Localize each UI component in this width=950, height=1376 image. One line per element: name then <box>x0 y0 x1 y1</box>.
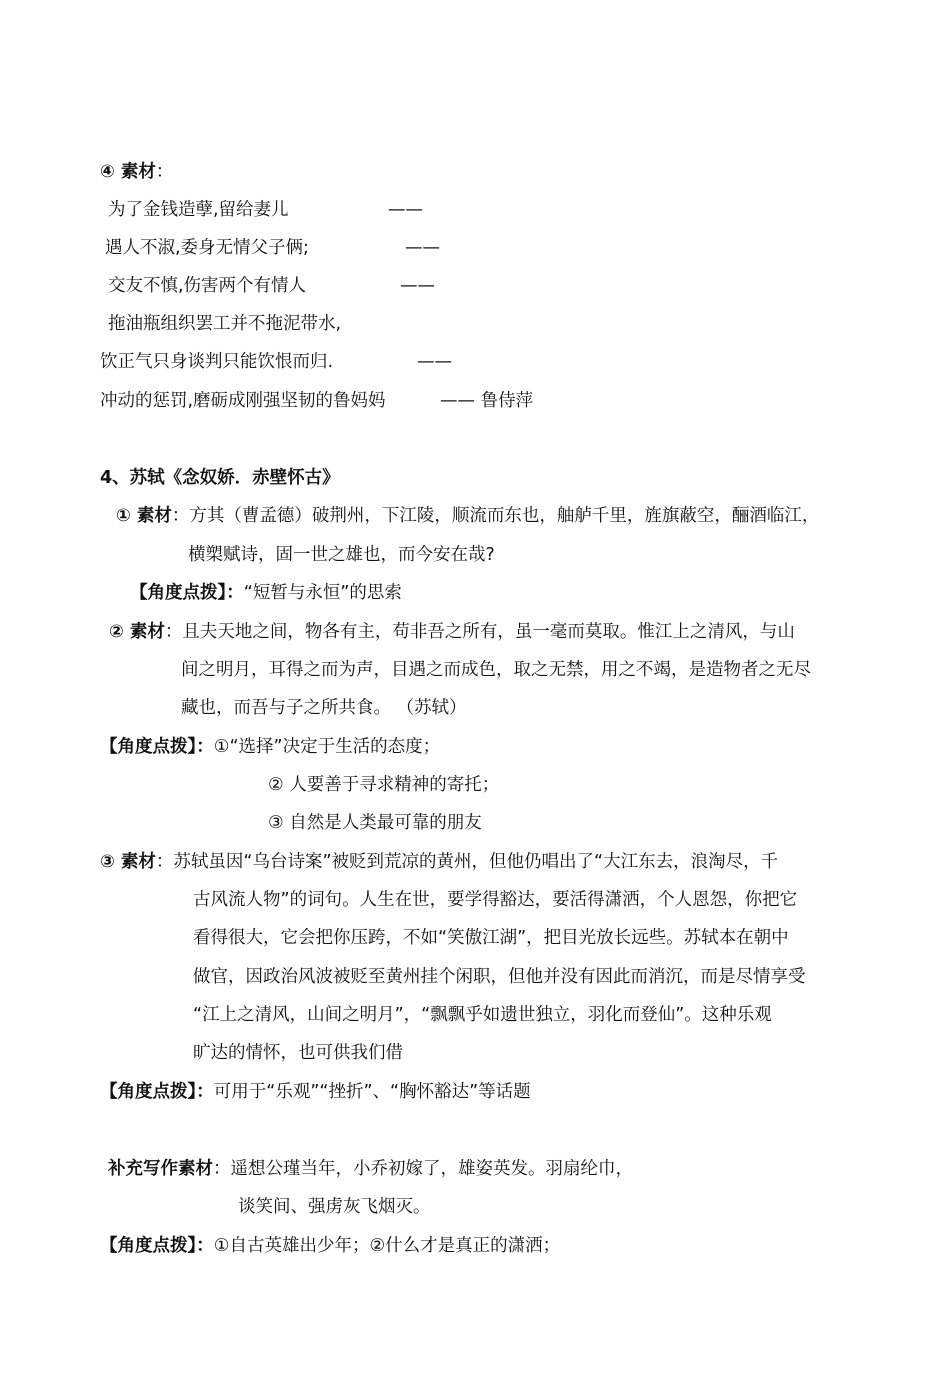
material-1-text: ：方其（曹孟德）破荆州，下江陵，顺流而东也，舳舻千里，旌旗蔽空，酾酒临江， <box>171 506 820 526</box>
luma-line-text: 拖油瓶组织罢工并不拖泥带水, <box>108 314 342 334</box>
material-3-line-5: “江上之清风，山间之明月”，“飘飘乎如遗世独立，羽化而登仙”。这种乐观 <box>193 1005 772 1025</box>
material-3-line-4: 做官，因政治风波被贬至黄州挂个闲职，但他并没有因此而消沉，而是尽情享受 <box>193 967 806 987</box>
angle-item: ①“选择”决定于生活的态度； <box>213 737 441 757</box>
luma-dash-5: —— <box>417 352 452 372</box>
luma-line-5 <box>100 350 333 374</box>
luma-line-text: 遇人不淑,委身无情父子俩; <box>105 238 309 258</box>
angle-text: “短暂与永恒”的思索 <box>243 583 402 603</box>
material-2-text: ：且夫天地之间，物各有主，苟非吾之所有，虽一毫而莫取。惟江上之清风，与山 <box>164 622 795 642</box>
luma-dash-1: —— <box>388 200 423 220</box>
luma-line-3 <box>108 274 306 298</box>
material-2-line-2: 间之明月，耳得之而为声，目遇之而成色，取之无禁，用之不竭，是造物者之无尽 <box>181 660 811 680</box>
material-3-label: ③ 素材 <box>100 852 156 872</box>
supplement-line-2: 谈笑间、强虏灰飞烟灭。 <box>238 1197 431 1217</box>
material-1-line-2: 横槊赋诗，固一世之雄也，而今安在哉? <box>188 545 495 565</box>
supplement-angle <box>100 1234 560 1258</box>
material-2-angle <box>100 735 440 759</box>
angle-label: 【角度点拨】： <box>100 737 214 757</box>
supplement-text: ：遥想公瑾当年，小乔初嫁了，雄姿英发。羽扇纶巾， <box>213 1159 633 1179</box>
angle-label: 【角度点拨】： <box>100 1082 214 1102</box>
luma-line-4 <box>108 312 341 336</box>
material-4-label: ④ 素材 <box>100 162 156 182</box>
section-4-heading: 4、苏轼《念奴娇．赤壁怀古》 <box>100 468 340 488</box>
material-2-line-3: 藏也，而吾与子之所共食。 （苏轼） <box>181 698 467 718</box>
luma-line-text: 交友不慎,伤害两个有情人 <box>108 276 307 296</box>
material-4-colon: ： <box>155 162 174 182</box>
material-2-angle-item-3: ③ 自然是人类最可靠的朋友 <box>268 813 482 833</box>
angle-label: 【角度点拨】： <box>130 583 244 603</box>
luma-dash-2: —— <box>405 238 440 258</box>
material-3 <box>100 850 778 874</box>
luma-dash-6: —— 鲁侍萍 <box>440 391 534 411</box>
material-4-heading <box>100 160 173 184</box>
supplement-label: 补充写作素材 <box>108 1159 213 1179</box>
luma-line-1 <box>108 198 289 222</box>
material-2-angle-item-2: ② 人要善于寻求精神的寄托； <box>268 775 500 795</box>
luma-line-6 <box>100 389 386 413</box>
angle-text: ①自古英雄出少年；②什么才是真正的潇洒； <box>213 1236 561 1256</box>
luma-dash-3: —— <box>400 276 435 296</box>
material-3-line-6: 旷达的情怀，也可供我们借 <box>193 1043 403 1063</box>
material-3-line-2: 古风流人物”的词句。人生在世，要学得豁达，要活得潇洒，个人恩怨，你把它 <box>193 890 798 910</box>
luma-line-text: 冲动的惩罚,磨砺成刚强坚韧的鲁妈妈 <box>100 391 386 411</box>
material-3-line-3: 看得很大，它会把你压跨，不如“笑傲江湖”，把目光放长远些。苏轼本在朝中 <box>193 928 789 948</box>
material-2 <box>109 620 795 644</box>
luma-line-text: 饮正气只身谈判只能饮恨而归. <box>100 352 334 372</box>
material-1 <box>116 504 819 528</box>
material-1-angle <box>130 581 402 605</box>
luma-line-text: 为了金钱造孽,留给妻儿 <box>108 200 289 220</box>
supplement <box>108 1157 633 1181</box>
material-3-angle <box>100 1080 531 1104</box>
angle-text: 可用于“乐观”“挫折”、“胸怀豁达”等话题 <box>213 1082 531 1102</box>
luma-line-2 <box>105 236 309 260</box>
material-3-text: ：苏轼虽因“乌台诗案”被贬到荒凉的黄州，但他仍唱出了“大江东去，浪淘尽，千 <box>155 852 779 872</box>
angle-label: 【角度点拨】： <box>100 1236 214 1256</box>
material-1-label: ① 素材 <box>116 506 172 526</box>
material-2-label: ② 素材 <box>109 622 165 642</box>
